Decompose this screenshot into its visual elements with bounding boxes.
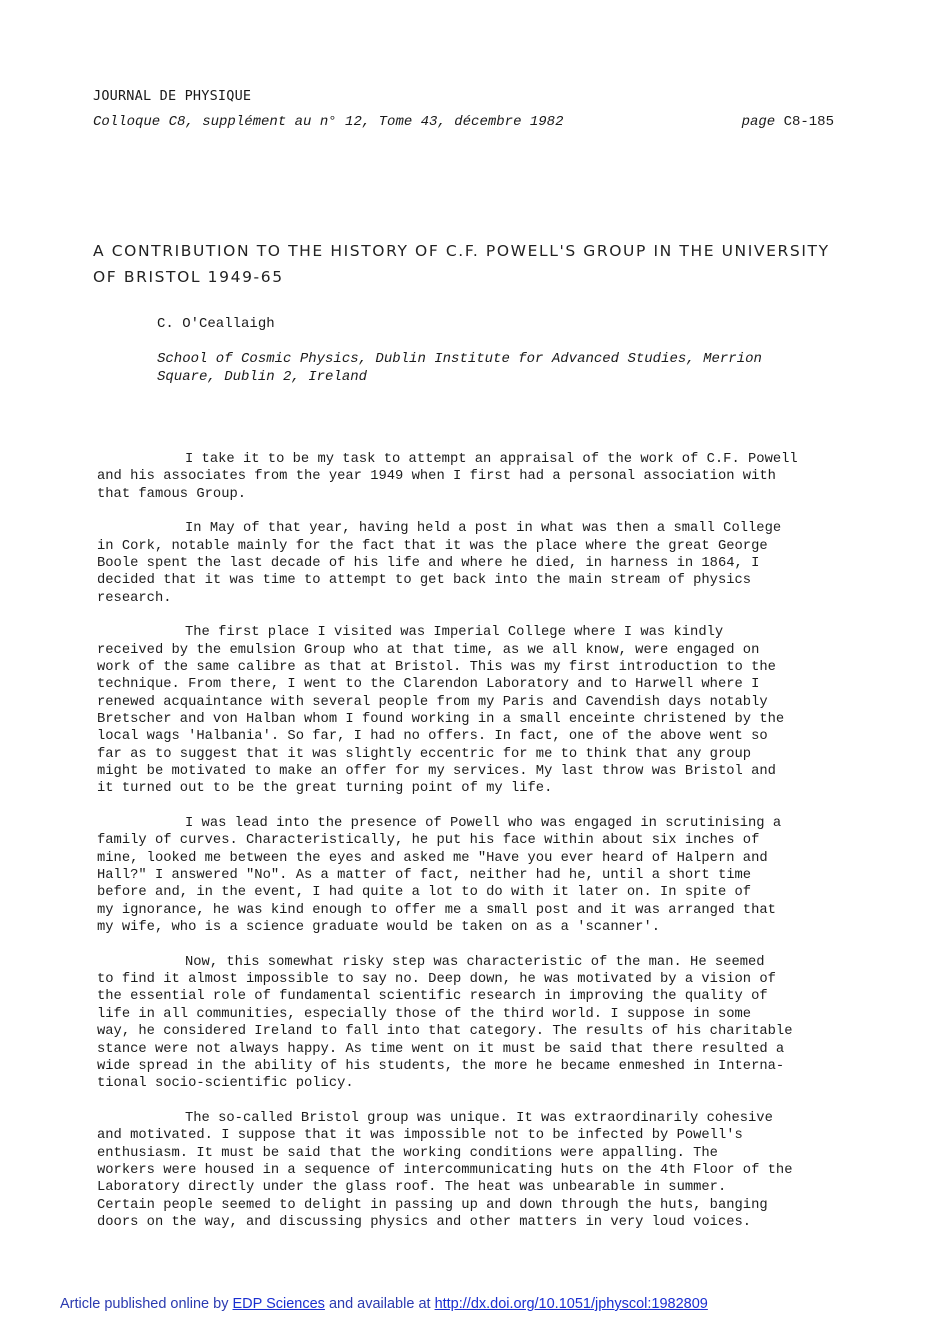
author-affiliation: School of Cosmic Physics, Dublin Institute for Advanced Studies, Merrion Square, Dublin 2, Ireland xyxy=(157,351,762,385)
paragraph: The so-called Bristol group was unique. It was extraordinarily cohesive and motivated. I suppose that it was impossible not to be infected by Powell's enthusiasm. It must be said that the working conditions were appalling. The workers were housed in a sequence of intercommunicating huts on the 4th Floor of the Laboratory directly under the glass roof. The heat was unbearable in summer. Certain people seemed to delight in passing up and down through the huts, banging doors on the way, and discussing physics and other matters in very loud voices. xyxy=(97,1110,793,1230)
page-number-value: C8-185 xyxy=(783,114,834,130)
paragraph: In May of that year, having held a post in what was then a small College in Cork, notable mainly for the fact that it was the place where the great George Boole spent the last decade of his life and where he died, in harness in 1864, I decided that it was time to attempt to get back into the main stream of physics research. xyxy=(97,521,782,606)
author-name: C. O'Ceallaigh xyxy=(157,316,275,332)
paragraph: I take it to be my task to attempt an appraisal of the work of C.F. Powell and his associates from the year 1949 when I first had a personal association with that famous Group. xyxy=(97,452,798,502)
paragraph: Now, this somewhat risky step was characteristic of the man. He seemed to find it almost impossible to say no. Deep down, he was motivated by a vision of the essential role of fundamental scientific research in improving the quality of life in all communities, especially those of the third world. I suppose in some way, he considered Ireland to fall into that category. The results of his charitable stance were not always happy. As time went on it must be said that there resulted a wide spread in the ability of his students, the more he became enmeshed in Interna- tional socio-scientific policy. xyxy=(97,954,793,1092)
journal-name: JOURNAL DE PHYSIQUE xyxy=(93,88,252,104)
colloque-info: Colloque C8, supplément au n° 12, Tome 43, décembre 1982 xyxy=(93,114,564,130)
footer-middle: and available at xyxy=(328,1296,431,1312)
publication-footer xyxy=(60,1296,708,1312)
article-title: A CONTRIBUTION TO THE HISTORY OF C.F. POWELL'S GROUP IN THE UNIVERSITY OF BRISTOL 1949-65 xyxy=(93,242,830,286)
page-number xyxy=(742,114,834,130)
doi-link[interactable]: http://dx.doi.org/10.1051/jphyscol:1982809 xyxy=(434,1296,708,1312)
publisher-link[interactable]: EDP Sciences xyxy=(232,1296,325,1312)
article-body xyxy=(97,451,847,1249)
paragraph: I was lead into the presence of Powell who was engaged in scrutinising a family of curves. Characteristically, he put his face within about six inches of mine, looked me between the eyes and asked me "Have you ever heard of Halpern and Hall?" I answered "No". As a matter of fact, neither had he, until a short time before and, in the event, I had quite a lot to do with it later on. In spite of my ignorance, he was kind enough to offer me a small post and it was arranged that my wife, who is a science graduate would be taken on as a 'scanner'. xyxy=(97,816,782,936)
footer-prefix: Article published online by xyxy=(60,1296,229,1312)
page-label: page xyxy=(741,114,776,130)
paragraph: The first place I visited was Imperial College where I was kindly received by the emulsion Group who at that time, as we all know, were engaged on work of the same calibre as that at Bristol. This was my first introduction to the technique. From there, I went to the Clarendon Laboratory and to Harwell where I renewed acquaintance with several people from my Paris and Cavendish days notably Bretscher and von Halban whom I found working in a small enceinte christened by the local wags 'Halbania'. So far, I had no offers. In fact, one of the above went so far as to suggest that it was slightly eccentric for me to think that any group might be motivated to make an offer for my services. My last throw was Bristol and it turned out to be the great turning point of my life. xyxy=(97,625,785,797)
